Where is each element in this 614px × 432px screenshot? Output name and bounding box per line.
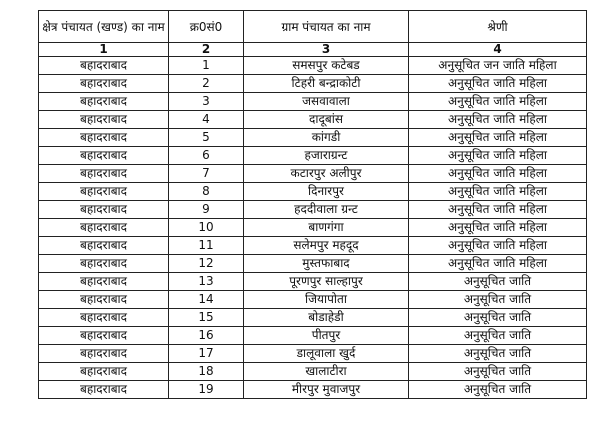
table-row xyxy=(39,255,587,273)
serial-number-cell: 7 xyxy=(169,165,244,183)
category-cell: अनुसूचित जाति महिला xyxy=(409,237,587,255)
block-name-cell: बहादराबाद xyxy=(39,165,169,183)
table-row xyxy=(39,363,587,381)
table-row xyxy=(39,309,587,327)
table-row xyxy=(39,237,587,255)
category-cell: अनुसूचित जाति महिला xyxy=(409,147,587,165)
table-row xyxy=(39,57,587,75)
block-name-cell: बहादराबाद xyxy=(39,93,169,111)
block-name-cell: बहादराबाद xyxy=(39,345,169,363)
gram-panchayat-cell: सलेमपुर महदूद xyxy=(244,237,409,255)
header-category: श्रेणी xyxy=(409,11,587,43)
category-cell: अनुसूचित जाति महिला xyxy=(409,183,587,201)
block-name-cell: बहादराबाद xyxy=(39,111,169,129)
gram-panchayat-cell: जियापोता xyxy=(244,291,409,309)
block-name-cell: बहादराबाद xyxy=(39,147,169,165)
serial-number-cell: 1 xyxy=(169,57,244,75)
table-row xyxy=(39,75,587,93)
block-name-cell: बहादराबाद xyxy=(39,237,169,255)
category-cell: अनुसूचित जाति महिला xyxy=(409,201,587,219)
table-row xyxy=(39,129,587,147)
serial-number-cell: 5 xyxy=(169,129,244,147)
serial-number-cell: 10 xyxy=(169,219,244,237)
block-name-cell: बहादराबाद xyxy=(39,381,169,399)
category-cell: अनुसूचित जाति महिला xyxy=(409,219,587,237)
serial-number-cell: 18 xyxy=(169,363,244,381)
gram-panchayat-cell: पूरणपुर साल्हापुर xyxy=(244,273,409,291)
gram-panchayat-cell: बोडाहेडी xyxy=(244,309,409,327)
table-row xyxy=(39,219,587,237)
block-name-cell: बहादराबाद xyxy=(39,273,169,291)
table-row xyxy=(39,291,587,309)
serial-number-cell: 16 xyxy=(169,327,244,345)
serial-number-cell: 19 xyxy=(169,381,244,399)
gram-panchayat-cell: बाणगंगा xyxy=(244,219,409,237)
category-cell: अनुसूचित जन जाति महिला xyxy=(409,57,587,75)
serial-number-cell: 17 xyxy=(169,345,244,363)
block-name-cell: बहादराबाद xyxy=(39,219,169,237)
category-cell: अनुसूचित जाति महिला xyxy=(409,93,587,111)
reservation-table-sheet xyxy=(38,10,586,399)
table-body xyxy=(39,57,587,399)
gram-panchayat-cell: टिहरी बन्द्राकोटी xyxy=(244,75,409,93)
column-number: 1 xyxy=(39,43,169,57)
gram-panchayat-cell: डालूवाला खुर्द xyxy=(244,345,409,363)
serial-number-cell: 2 xyxy=(169,75,244,93)
gram-panchayat-cell: खालाटीरा xyxy=(244,363,409,381)
gram-panchayat-cell: पीतपुर xyxy=(244,327,409,345)
header-gram-panchayat: ग्राम पंचायत का नाम xyxy=(244,11,409,43)
gram-panchayat-cell: कटारपुर अलीपुर xyxy=(244,165,409,183)
table-row xyxy=(39,273,587,291)
serial-number-cell: 13 xyxy=(169,273,244,291)
column-number: 4 xyxy=(409,43,587,57)
serial-number-cell: 12 xyxy=(169,255,244,273)
serial-number-cell: 15 xyxy=(169,309,244,327)
block-name-cell: बहादराबाद xyxy=(39,57,169,75)
column-number-row xyxy=(39,43,587,57)
category-cell: अनुसूचित जाति xyxy=(409,273,587,291)
block-name-cell: बहादराबाद xyxy=(39,129,169,147)
gram-panchayat-cell: हजाराग्रन्ट xyxy=(244,147,409,165)
category-cell: अनुसूचित जाति महिला xyxy=(409,255,587,273)
serial-number-cell: 11 xyxy=(169,237,244,255)
block-name-cell: बहादराबाद xyxy=(39,363,169,381)
table-row xyxy=(39,93,587,111)
table-row xyxy=(39,111,587,129)
category-cell: अनुसूचित जाति xyxy=(409,363,587,381)
serial-number-cell: 3 xyxy=(169,93,244,111)
block-name-cell: बहादराबाद xyxy=(39,75,169,93)
category-cell: अनुसूचित जाति xyxy=(409,327,587,345)
table-row xyxy=(39,327,587,345)
table-row xyxy=(39,201,587,219)
gram-panchayat-cell: समसपुर कटेबड xyxy=(244,57,409,75)
header-block-name: क्षेत्र पंचायत (खण्ड) का नाम xyxy=(39,11,169,43)
block-name-cell: बहादराबाद xyxy=(39,309,169,327)
block-name-cell: बहादराबाद xyxy=(39,291,169,309)
reservation-table xyxy=(38,10,587,399)
category-cell: अनुसूचित जाति महिला xyxy=(409,111,587,129)
table-row xyxy=(39,345,587,363)
column-number: 2 xyxy=(169,43,244,57)
block-name-cell: बहादराबाद xyxy=(39,183,169,201)
gram-panchayat-cell: मीरपुर मुवाजपुर xyxy=(244,381,409,399)
table-row xyxy=(39,381,587,399)
category-cell: अनुसूचित जाति महिला xyxy=(409,165,587,183)
serial-number-cell: 6 xyxy=(169,147,244,165)
table-row xyxy=(39,165,587,183)
gram-panchayat-cell: हददीवाला ग्रन्ट xyxy=(244,201,409,219)
category-cell: अनुसूचित जाति xyxy=(409,291,587,309)
block-name-cell: बहादराबाद xyxy=(39,201,169,219)
table-row xyxy=(39,147,587,165)
header-row xyxy=(39,11,587,43)
gram-panchayat-cell: मुस्तफाबाद xyxy=(244,255,409,273)
serial-number-cell: 4 xyxy=(169,111,244,129)
category-cell: अनुसूचित जाति xyxy=(409,309,587,327)
category-cell: अनुसूचित जाति xyxy=(409,345,587,363)
serial-number-cell: 9 xyxy=(169,201,244,219)
category-cell: अनुसूचित जाति महिला xyxy=(409,129,587,147)
category-cell: अनुसूचित जाति xyxy=(409,381,587,399)
gram-panchayat-cell: दिनारपुर xyxy=(244,183,409,201)
gram-panchayat-cell: जसवावाला xyxy=(244,93,409,111)
table-row xyxy=(39,183,587,201)
block-name-cell: बहादराबाद xyxy=(39,327,169,345)
header-serial-number: क्र0सं0 xyxy=(169,11,244,43)
column-number: 3 xyxy=(244,43,409,57)
gram-panchayat-cell: दादूबांस xyxy=(244,111,409,129)
category-cell: अनुसूचित जाति महिला xyxy=(409,75,587,93)
gram-panchayat-cell: कांगडी xyxy=(244,129,409,147)
block-name-cell: बहादराबाद xyxy=(39,255,169,273)
serial-number-cell: 8 xyxy=(169,183,244,201)
serial-number-cell: 14 xyxy=(169,291,244,309)
